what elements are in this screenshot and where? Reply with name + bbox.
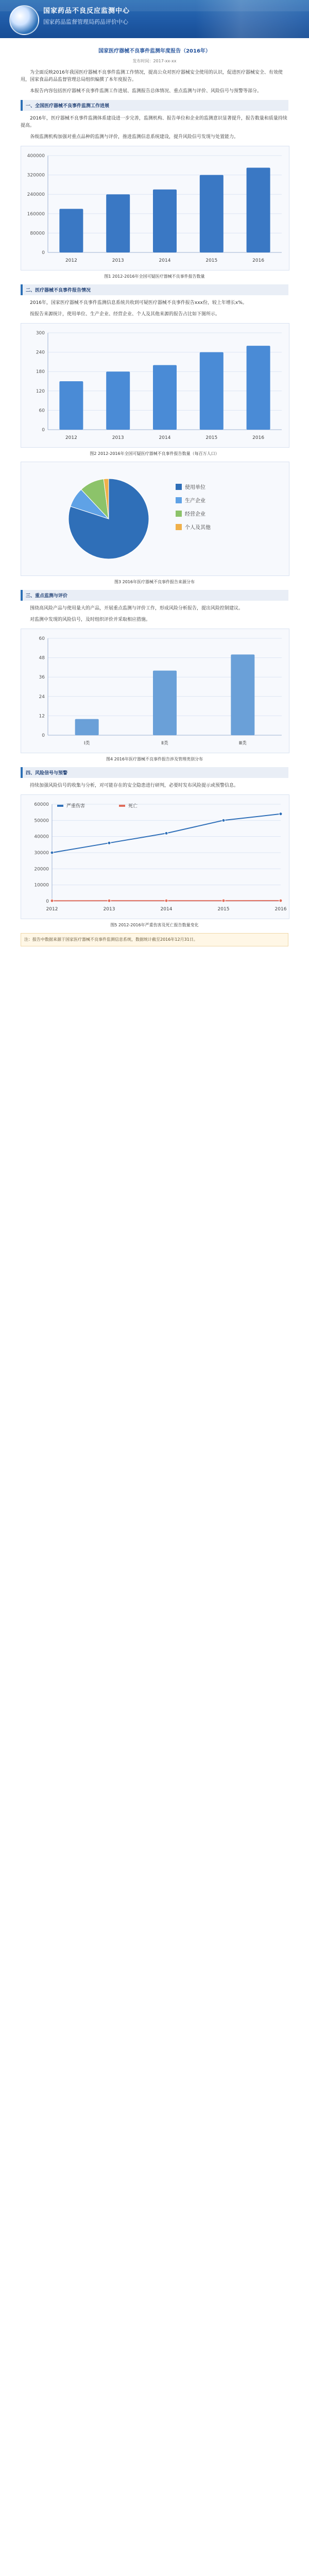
chart-5-caption: 图5 2012-2016年严重伤害及死亡报告数量变化 <box>110 923 199 927</box>
y-tick-label: 48 <box>39 655 45 661</box>
chart-4-caption: 图4 2016年医疗器械不良事件报告涉及管理类别分布 <box>106 757 203 761</box>
bar <box>106 371 130 430</box>
y-tick-label: 0 <box>42 428 45 433</box>
bar <box>247 346 270 430</box>
x-tick-label: Ⅱ类 <box>161 741 168 746</box>
chart-3 <box>21 462 289 576</box>
section-paragraph: 各级监测机构加强对重点品种的监测与评价，推进监测信息系统建设，提升风险信号发现与处置能力。 <box>30 134 239 140</box>
chart-2-caption: 图2 2012-2016年全国可疑医疗器械不良事件报告数量（每百万人口） <box>90 451 219 456</box>
x-tick-label: 2014 <box>160 907 173 912</box>
figure <box>21 629 288 762</box>
article-headline: 国家医疗器械不良事件监测年度报告（2016年） <box>98 48 211 54</box>
bar <box>200 352 224 430</box>
y-tick-label: 0 <box>42 733 45 738</box>
legend-swatch <box>57 805 63 807</box>
y-tick-label: 240000 <box>27 192 45 198</box>
bar <box>106 194 130 252</box>
figure <box>21 146 288 279</box>
x-tick-label: 2016 <box>274 907 287 912</box>
x-tick-label: 2015 <box>205 435 218 440</box>
chart-4 <box>21 629 289 753</box>
x-tick-label: 2012 <box>46 907 58 912</box>
article-meta: 发布时间：2017-xx-xx <box>132 59 177 63</box>
y-tick-label: 20000 <box>34 867 49 872</box>
section-paragraph: 持续加强风险信号的收集与分析，对可能存在的安全隐患进行研判，必要时发布风险提示或预警信息。 <box>30 783 239 788</box>
section-title: 二、医疗器械不良事件报告情况 <box>21 284 288 295</box>
y-tick-label: 60 <box>39 408 45 414</box>
logo-icon <box>9 5 39 35</box>
section-paragraph: 2016年，医疗器械不良事件监测体系建设进一步完善，监测机构、报告单位和企业的监测意识显著提升，报告数量和质量持续提高。 <box>21 116 287 128</box>
bar <box>200 175 224 252</box>
figure <box>21 323 288 456</box>
legend-swatch <box>176 497 182 503</box>
series-point <box>165 832 168 835</box>
section-paragraph: 2016年，国家医疗器械不良事件监测信息系统共收到可疑医疗器械不良事件报告xxx份，较上年增长x%。 <box>30 300 247 306</box>
bar <box>247 168 270 253</box>
chart-2 <box>21 323 289 448</box>
figure <box>21 794 288 928</box>
x-tick-label: 2014 <box>159 258 171 263</box>
section-paragraph: 按报告来源统计，使用单位、生产企业、经营企业、个人及其他来源的报告占比如下图所示。 <box>30 312 220 317</box>
legend-label: 生产企业 <box>185 498 205 504</box>
y-tick-label: 0 <box>46 899 49 904</box>
x-tick-label: 2012 <box>65 435 77 440</box>
y-tick-label: 12 <box>39 714 45 719</box>
y-tick-label: 10000 <box>34 883 49 888</box>
legend-label: 经营企业 <box>185 512 205 517</box>
section-title: 三、重点监测与评价 <box>21 590 288 601</box>
chart-3-caption: 图3 2016年医疗器械不良事件报告来源分布 <box>114 580 195 584</box>
chart-1-svg <box>21 146 289 270</box>
series-point <box>222 819 225 822</box>
legend-swatch <box>176 484 182 490</box>
bar <box>153 671 177 735</box>
legend-label: 死亡 <box>128 804 138 809</box>
y-tick-label: 30000 <box>34 851 49 856</box>
series-point <box>165 899 168 902</box>
series-point <box>50 851 54 854</box>
x-tick-label: 2015 <box>205 258 218 263</box>
y-tick-label: 50000 <box>34 818 49 824</box>
y-tick-label: 60 <box>39 636 45 641</box>
bar <box>153 190 177 252</box>
y-tick-label: 60000 <box>34 802 49 807</box>
intro-paragraph: 为全面反映2016年我国医疗器械不良事件监测工作情况，提高公众对医疗器械安全使用的认识，促进医疗器械安全、有效使用，国家食品药品监督管理总局组织编撰了本年度报告。 <box>21 70 283 82</box>
bar <box>231 654 254 735</box>
chart-1 <box>21 146 289 270</box>
chart-5 <box>21 794 289 919</box>
x-tick-label: 2015 <box>217 907 230 912</box>
section-paragraph: 围绕高风险产品与使用量大的产品，开展重点监测与评价工作，形成风险分析报告，提出风险控制建议。 <box>30 606 244 611</box>
y-tick-label: 36 <box>39 675 45 681</box>
x-tick-label: Ⅰ类 <box>83 741 90 746</box>
bar <box>153 365 177 430</box>
legend-label: 使用单位 <box>185 485 205 490</box>
series-point <box>50 899 54 902</box>
chart-5-svg <box>21 795 289 919</box>
top-banner <box>0 0 309 38</box>
bar <box>59 209 83 252</box>
chart-4-svg <box>21 629 289 753</box>
y-tick-label: 320000 <box>27 173 45 178</box>
y-tick-label: 400000 <box>27 154 45 159</box>
section-title: 四、风险信号与预警 <box>21 767 288 778</box>
banner-title: 国家药品不良反应监测中心 <box>43 7 130 15</box>
y-tick-label: 180 <box>36 369 45 375</box>
chart-1-caption: 图1 2012-2016年全国可疑医疗器械不良事件报告数量 <box>104 274 205 279</box>
series-point <box>222 899 225 902</box>
y-tick-label: 240 <box>36 350 45 355</box>
y-tick-label: 80000 <box>30 231 45 236</box>
x-tick-label: 2012 <box>65 258 77 263</box>
x-tick-label: Ⅲ类 <box>238 741 247 746</box>
chart-3-svg <box>21 462 289 575</box>
bar <box>59 381 83 430</box>
y-tick-label: 24 <box>39 694 45 700</box>
article-container <box>21 46 288 952</box>
x-tick-label: 2014 <box>159 435 171 440</box>
series-point <box>279 812 282 816</box>
banner-subtitle: 国家药品监督管理局药品评价中心 <box>43 19 128 25</box>
legend-swatch <box>176 524 182 530</box>
legend-swatch <box>176 511 182 517</box>
y-tick-label: 40000 <box>34 834 49 840</box>
section-title: 一、全国医疗器械不良事件监测工作进展 <box>21 100 288 111</box>
intro-paragraph: 本报告内容包括医疗器械不良事件监测工作进展、监测报告总体情况、重点监测与评价、风险信号与预警等部分。 <box>30 89 262 94</box>
legend-label: 个人及其他 <box>185 525 211 531</box>
chart-background <box>21 795 289 919</box>
y-tick-label: 160000 <box>27 211 45 217</box>
section-paragraph: 对监测中发现的风险信号，及时组织评价并采取相应措施。 <box>30 617 151 622</box>
chart-background <box>21 462 289 575</box>
x-tick-label: 2016 <box>252 258 265 263</box>
data-note: 注：报告中数据来源于国家医疗器械不良事件监测信息系统，数据统计截至2016年12月31日。 <box>21 933 288 946</box>
series-point <box>108 841 111 844</box>
x-tick-label: 2013 <box>112 258 124 263</box>
figure <box>21 462 288 585</box>
x-tick-label: 2016 <box>252 435 265 440</box>
y-tick-label: 0 <box>42 250 45 256</box>
legend-label: 严重伤害 <box>66 804 85 809</box>
x-tick-label: 2013 <box>112 435 124 440</box>
x-tick-label: 2013 <box>103 907 115 912</box>
legend-swatch <box>119 805 125 807</box>
chart-2-svg <box>21 324 289 447</box>
bar <box>75 719 99 735</box>
series-point <box>279 899 282 902</box>
y-tick-label: 120 <box>36 388 45 394</box>
y-tick-label: 300 <box>36 331 45 336</box>
series-point <box>108 899 111 902</box>
